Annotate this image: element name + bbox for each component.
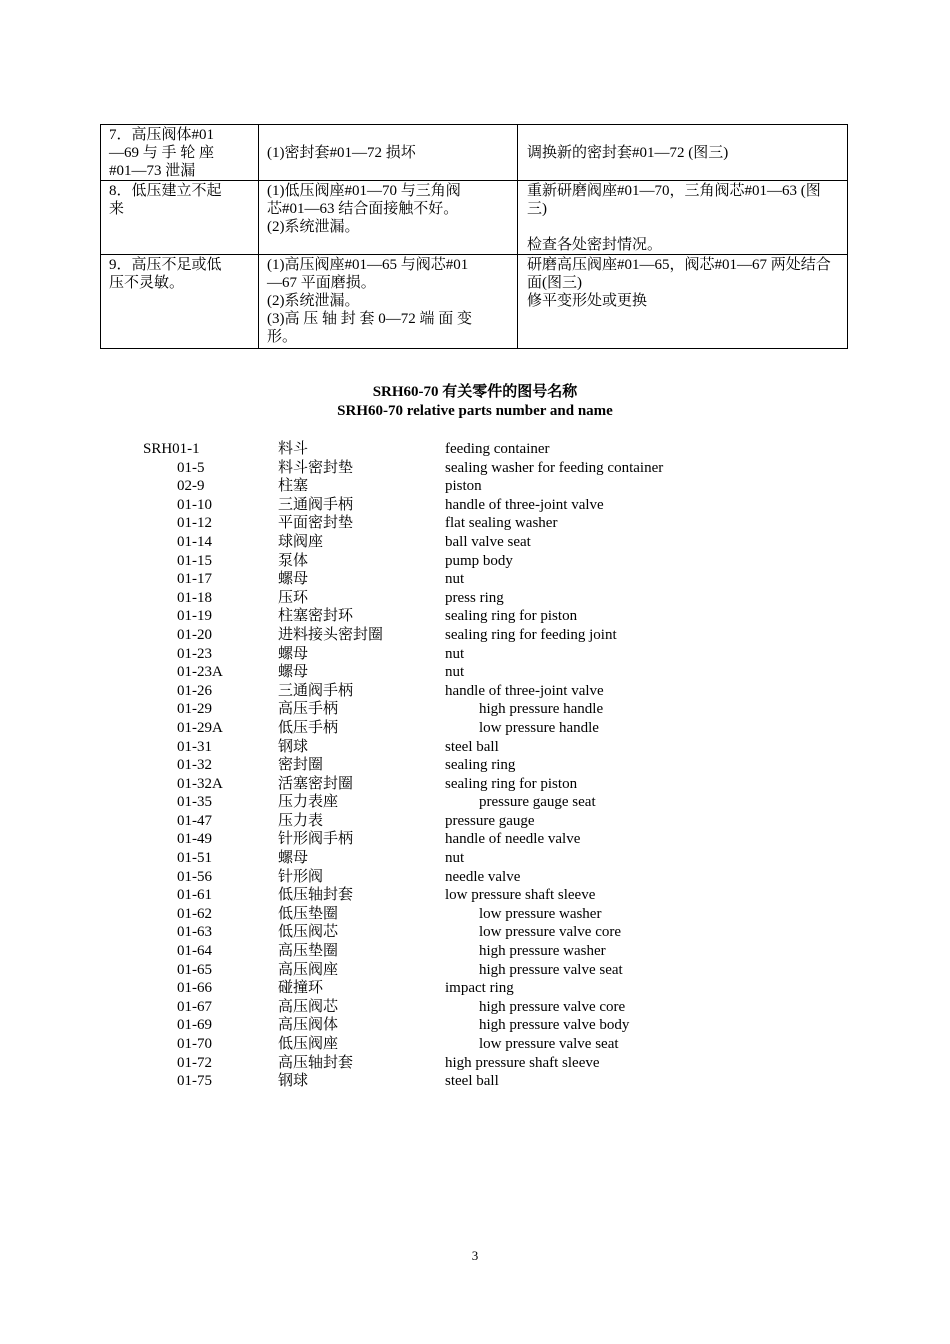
- part-name-chinese: 针形阀: [278, 868, 324, 885]
- part-number: 01-51: [177, 850, 212, 867]
- part-name-english: pressure gauge: [445, 812, 535, 829]
- part-name-english: piston: [445, 478, 482, 495]
- part-row: [0, 514, 950, 533]
- part-number: 01-35: [177, 794, 212, 811]
- part-row: [0, 533, 950, 552]
- cell-line: (1)低压阀座#01—70 与三角阀: [267, 183, 461, 199]
- part-row: [0, 459, 950, 478]
- part-name-english: pressure gauge seat: [479, 794, 596, 811]
- cell-line: (1)密封套#01—72 损坏: [267, 145, 416, 161]
- part-row: [0, 496, 950, 515]
- part-row: [0, 923, 950, 942]
- troubleshooting-table-body: [101, 125, 848, 349]
- part-name-english: impact ring: [445, 980, 514, 997]
- part-row: [0, 700, 950, 719]
- part-name-english: high pressure handle: [479, 701, 604, 718]
- cell-line: 修平变形处或更换: [527, 293, 648, 309]
- part-name-chinese: 三通阀手柄: [278, 682, 354, 699]
- part-row: [0, 626, 950, 645]
- part-row: [0, 849, 950, 868]
- part-number: 01-14: [177, 533, 212, 550]
- cell-line: (3)高 压 轴 封 套 0—72 端 面 变: [267, 311, 472, 327]
- part-row: [0, 886, 950, 905]
- part-row: [0, 570, 950, 589]
- cell-line: (1)高压阀座#01—65 与阀芯#01: [267, 257, 469, 273]
- part-row: [0, 756, 950, 775]
- part-name-english: press ring: [445, 589, 504, 606]
- cell-line: 重新研磨阀座#01—70，三角阀芯#01—63 (图: [527, 183, 821, 199]
- part-row: [0, 961, 950, 980]
- part-row: [0, 645, 950, 664]
- page-number: 3: [471, 1248, 479, 1263]
- part-name-english: low pressure valve seat: [479, 1036, 619, 1052]
- part-number: 01-62: [177, 905, 212, 922]
- part-name-english: handle of three-joint valve: [445, 682, 604, 699]
- part-name-english: nut: [445, 664, 465, 681]
- part-name-english: sealing ring for piston: [445, 775, 578, 792]
- part-number: 01-32: [177, 757, 212, 774]
- part-name-english: sealing ring for piston: [445, 608, 578, 625]
- part-name-english: ball valve seat: [445, 533, 531, 550]
- part-number: 01-61: [177, 887, 212, 904]
- part-name-english: nut: [445, 571, 465, 588]
- part-name-english: high pressure washer: [479, 943, 606, 960]
- part-name-chinese: 螺母: [278, 571, 309, 588]
- part-number: 01-32A: [177, 775, 223, 792]
- part-number: 01-64: [177, 943, 212, 960]
- part-name-english: sealing ring: [445, 757, 516, 774]
- part-name-chinese: 球阀座: [278, 533, 324, 550]
- cell-line: 来: [109, 201, 125, 217]
- part-number: 01-17: [177, 571, 212, 588]
- part-row: [0, 682, 950, 701]
- cause-cell: [259, 255, 518, 349]
- part-row: [0, 552, 950, 571]
- parts-list: [0, 440, 950, 1091]
- part-name-chinese: 低压阀芯: [278, 924, 339, 941]
- part-number: 01-67: [177, 998, 212, 1015]
- part-name-english: handle of needle valve: [445, 831, 581, 848]
- part-number: 01-70: [177, 1036, 212, 1052]
- part-name-chinese: 料斗密封垫: [278, 459, 354, 476]
- part-row: [0, 998, 950, 1017]
- cause-cell: [259, 125, 518, 181]
- part-name-chinese: 高压阀体: [278, 1017, 339, 1034]
- part-row: [0, 830, 950, 849]
- problem-cell: [101, 181, 259, 255]
- part-name-chinese: 平面密封垫: [278, 515, 354, 532]
- part-name-chinese: 高压轴封套: [278, 1054, 354, 1071]
- part-row: [0, 942, 950, 961]
- part-row: [0, 663, 950, 682]
- troubleshooting-table: [100, 124, 848, 349]
- part-name-english: low pressure washer: [479, 905, 602, 922]
- part-row: [0, 440, 950, 459]
- part-row: [0, 1054, 950, 1073]
- cell-line: 形。: [267, 329, 298, 345]
- part-name-chinese: 泵体: [278, 552, 309, 569]
- part-name-chinese: 高压手柄: [278, 701, 339, 718]
- part-row: [0, 719, 950, 738]
- part-number: 01-10: [177, 496, 212, 513]
- title-chinese: SRH60-70 有关零件的图号名称: [372, 384, 578, 400]
- cell-line: 8．低压建立不起: [109, 183, 222, 199]
- part-name-chinese: 压力表座: [278, 794, 339, 811]
- cell-line: 调换新的密封套#01—72 (图三): [527, 145, 729, 161]
- cell-line: 9．高压不足或低: [109, 257, 222, 273]
- part-number: 01-69: [177, 1017, 212, 1034]
- part-number: 01-23: [177, 645, 212, 662]
- part-number: 01-12: [177, 515, 212, 532]
- part-name-chinese: 活塞密封圈: [278, 775, 354, 792]
- part-number: 01-47: [177, 812, 212, 829]
- part-number: 01-26: [177, 682, 212, 699]
- cell-line: 7．高压阀体#01: [109, 127, 215, 143]
- cell-line: 三): [527, 201, 547, 217]
- cell-line: 研磨高压阀座#01—65，阀芯#01—67 两处结合: [527, 257, 831, 273]
- part-name-english: sealing ring for feeding joint: [445, 626, 617, 643]
- part-name-chinese: 高压阀座: [278, 961, 339, 978]
- part-number: 01-63: [177, 924, 212, 941]
- part-name-chinese: 三通阀手柄: [278, 496, 354, 513]
- part-name-english: needle valve: [445, 868, 521, 885]
- part-row: [0, 738, 950, 757]
- part-number: 01-31: [177, 738, 212, 755]
- part-number: 01-66: [177, 980, 212, 997]
- part-name-chinese: 螺母: [278, 850, 309, 867]
- part-name-english: high pressure shaft sleeve: [445, 1054, 600, 1071]
- cell-line: [527, 218, 841, 236]
- part-number: 01-18: [177, 589, 212, 606]
- part-name-chinese: 低压手柄: [278, 719, 339, 736]
- part-name-chinese: 钢球: [278, 738, 309, 755]
- part-name-english: feeding container: [445, 441, 550, 457]
- cell-line: —67 平面磨损。: [267, 275, 376, 291]
- part-name-english: handle of three-joint valve: [445, 496, 604, 513]
- part-number: 01-15: [177, 552, 212, 569]
- part-name-chinese: 柱塞密封环: [278, 608, 354, 625]
- solution-cell: [518, 181, 848, 255]
- part-name-english: steel ball: [445, 1073, 499, 1090]
- part-name-english: low pressure shaft sleeve: [445, 887, 596, 904]
- title-english: SRH60-70 relative parts number and name: [337, 403, 613, 419]
- cell-line: 芯#01—63 结合面接触不好。: [267, 201, 459, 217]
- part-number: 01-75: [177, 1073, 212, 1090]
- cell-line: (2)系统泄漏。: [267, 293, 360, 309]
- part-row: [0, 589, 950, 608]
- part-name-chinese: 料斗: [278, 441, 309, 457]
- part-name-english: flat sealing washer: [445, 515, 558, 532]
- part-name-chinese: 钢球: [278, 1073, 309, 1090]
- part-number: 01-5: [177, 459, 205, 476]
- part-row: [0, 607, 950, 626]
- part-number: 01-65: [177, 961, 212, 978]
- part-row: [0, 1072, 950, 1091]
- solution-cell: [518, 125, 848, 181]
- part-name-chinese: 柱塞: [278, 478, 309, 495]
- part-row: [0, 1016, 950, 1035]
- cell-line: 压不灵敏。: [109, 275, 185, 291]
- part-number: 02-9: [177, 478, 205, 495]
- part-name-english: low pressure valve core: [479, 924, 622, 941]
- part-name-english: nut: [445, 850, 465, 867]
- part-row: [0, 812, 950, 831]
- part-name-chinese: 低压垫圈: [278, 905, 339, 922]
- part-name-chinese: 螺母: [278, 645, 309, 662]
- part-name-chinese: 高压阀芯: [278, 998, 339, 1015]
- cell-line: 面(图三): [527, 275, 582, 291]
- parts-section-title: [0, 383, 950, 421]
- cell-line: 检查各处密封情况。: [527, 237, 663, 253]
- part-name-english: low pressure handle: [479, 719, 599, 736]
- problem-cell: [101, 125, 259, 181]
- cell-line: —69 与 手 轮 座: [109, 145, 215, 161]
- part-name-english: pump body: [445, 552, 513, 569]
- cause-cell: [259, 181, 518, 255]
- part-name-chinese: 低压阀座: [278, 1036, 339, 1052]
- table-row: [101, 255, 848, 349]
- part-row: [0, 1035, 950, 1054]
- problem-cell: [101, 255, 259, 349]
- part-number: 01-29A: [177, 719, 223, 736]
- part-name-chinese: 低压轴封套: [278, 887, 354, 904]
- part-number: 01-49: [177, 831, 212, 848]
- part-name-chinese: 碰撞环: [278, 980, 324, 997]
- part-number: SRH01-1: [143, 441, 200, 457]
- part-name-english: steel ball: [445, 738, 499, 755]
- part-number: 01-19: [177, 608, 212, 625]
- part-row: [0, 905, 950, 924]
- part-row: [0, 477, 950, 496]
- part-name-chinese: 螺母: [278, 664, 309, 681]
- part-name-chinese: 压力表: [278, 812, 324, 829]
- part-row: [0, 868, 950, 887]
- part-name-chinese: 针形阀手柄: [278, 831, 354, 848]
- solution-cell: [518, 255, 848, 349]
- part-number: 01-23A: [177, 664, 223, 681]
- part-number: 01-56: [177, 868, 212, 885]
- part-number: 01-20: [177, 626, 212, 643]
- part-name-english: sealing washer for feeding container: [445, 459, 664, 476]
- part-row: [0, 775, 950, 794]
- part-name-english: high pressure valve body: [479, 1017, 630, 1034]
- table-row: [101, 125, 848, 181]
- part-name-english: high pressure valve core: [479, 998, 626, 1015]
- part-name-chinese: 高压垫圈: [278, 943, 339, 960]
- cell-line: (2)系统泄漏。: [267, 219, 360, 235]
- part-name-english: high pressure valve seat: [479, 961, 623, 978]
- part-name-chinese: 密封圈: [278, 757, 324, 774]
- part-name-chinese: 进料接头密封圈: [278, 626, 384, 643]
- part-row: [0, 793, 950, 812]
- part-name-english: nut: [445, 645, 465, 662]
- table-row: [101, 181, 848, 255]
- part-name-chinese: 压环: [278, 589, 309, 606]
- part-number: 01-72: [177, 1054, 212, 1071]
- part-row: [0, 979, 950, 998]
- part-number: 01-29: [177, 701, 212, 718]
- cell-line: #01—73 泄漏: [109, 163, 196, 179]
